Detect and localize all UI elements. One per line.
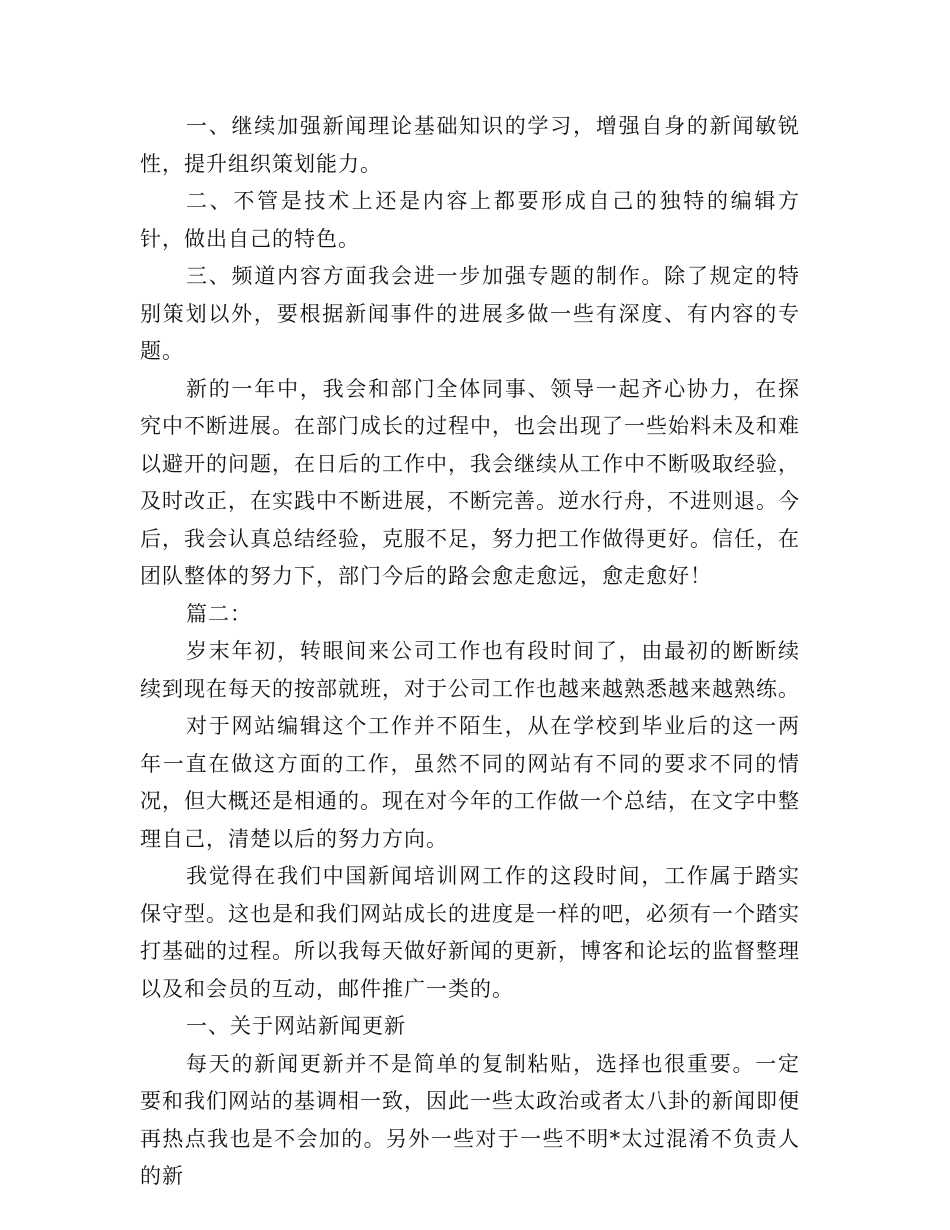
paragraph: 三、频道内容方面我会进一步加强专题的制作。除了规定的特别策划以外，要根据新闻事件的进展多做一些有深度、有内容的专题。	[140, 264, 800, 363]
paragraph: 新的一年中，我会和部门全体同事、领导一起齐心协力，在探究中不断进展。在部门成长的过程中，也会出现了一些始料未及和难以避开的问题，在日后的工作中，我会继续从工作中不断吸取经验，及时改正，在实践中不断进展，不断完善。逆水行舟，不进则退。今后，我会认真总结经验，克服不足，努力把工作做得更好。信任，在团队整体的努力下，部门今后的路会愈走愈远，愈走愈好！	[140, 376, 800, 588]
paragraph: 二、不管是技术上还是内容上都要形成自己的独特的编辑方针，做出自己的特色。	[140, 189, 800, 251]
section-heading: 篇二：	[186, 601, 252, 626]
paragraph: 对于网站编辑这个工作并不陌生，从在学校到毕业后的这一两年一直在做这方面的工作，虽然不同的网站有不同的要求不同的情况，但大概还是相通的。现在对今年的工作做一个总结，在文字中整理自己，清楚以后的努力方向。	[140, 714, 800, 851]
document-body	[140, 108, 800, 1196]
section-heading: 一、关于网站新闻更新	[186, 1014, 406, 1038]
paragraph: 每天的新闻更新并不是简单的复制粘贴，选择也很重要。一定要和我们网站的基调相一致，因此一些太政治或者太八卦的新闻即便再热点我也是不会加的。另外一些对于一些不明*太过混淆不负责人的新	[140, 1051, 800, 1188]
paragraph: 一、继续加强新闻理论基础知识的学习，增强自身的新闻敏锐性，提升组织策划能力。	[140, 114, 800, 176]
paragraph: 我觉得在我们中国新闻培训网工作的这段时间，工作属于踏实保守型。这也是和我们网站成长的进度是一样的吧，必须有一个踏实打基础的过程。所以我每天做好新闻的更新，博客和论坛的监督整理以及和会员的互动，邮件推广一类的。	[140, 864, 800, 1001]
paragraph: 岁末年初，转眼间来公司工作也有段时间了，由最初的断断续续到现在每天的按部就班，对于公司工作也越来越熟悉越来越熟练。	[140, 639, 800, 701]
